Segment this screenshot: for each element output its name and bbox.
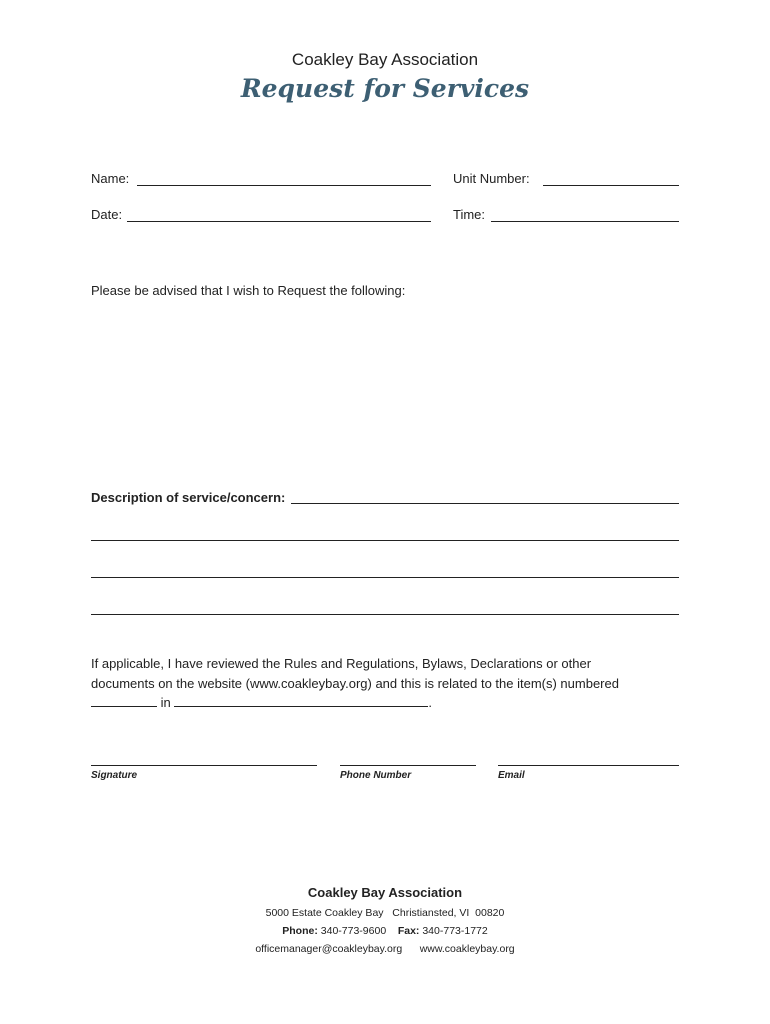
footer-address: 5000 Estate Coakley Bay Christiansted, VI 00820: [265, 907, 505, 919]
review-line-2: documents on the website (www.coakleybay.org) and this is related to the item(s) numbered: [91, 675, 619, 691]
review-paragraph: [91, 654, 691, 713]
footer-website-link[interactable]: www.coakleybay.org: [419, 943, 515, 955]
description-line-1[interactable]: [291, 503, 679, 504]
footer-links: [0, 943, 770, 955]
unit-number-field[interactable]: [543, 185, 679, 186]
fax-label: Fax:: [397, 925, 420, 937]
description-line-3[interactable]: [91, 577, 679, 578]
review-line-3: [91, 693, 691, 713]
request-area[interactable]: [91, 300, 679, 480]
review-in-text: in: [160, 695, 171, 710]
phone-number-field[interactable]: [340, 765, 476, 766]
phone-number: 340-773-9600: [320, 925, 387, 937]
request-intro: Please be advised that I wish to Request the following:: [91, 283, 406, 298]
review-end-text: .: [428, 695, 432, 710]
description-line-2[interactable]: [91, 540, 679, 541]
item-number-field[interactable]: [91, 694, 157, 707]
email-field[interactable]: [498, 765, 679, 766]
unit-number-label: Unit Number:: [453, 171, 530, 186]
item-reference-field[interactable]: [174, 694, 428, 707]
footer-contact: [0, 925, 770, 937]
footer-email-link[interactable]: officemanager@coakleybay.org: [255, 943, 403, 955]
description-line-4[interactable]: [91, 614, 679, 615]
fax-number: 340-773-1772: [422, 925, 488, 937]
phone-label: Phone:: [282, 925, 318, 937]
signature-field[interactable]: [91, 765, 317, 766]
name-field[interactable]: [137, 185, 431, 186]
signature-label: Signature: [91, 770, 138, 781]
organization-name: Coakley Bay Association: [291, 50, 479, 69]
time-field[interactable]: [491, 221, 679, 222]
page-title: Request for Services: [240, 74, 530, 103]
name-label: Name:: [91, 171, 130, 186]
footer-organization: Coakley Bay Association: [307, 885, 463, 900]
date-field[interactable]: [127, 221, 431, 222]
date-label: Date:: [91, 207, 123, 222]
time-label: Time:: [453, 207, 486, 222]
phone-number-label: Phone Number: [340, 770, 412, 781]
description-label: Description of service/concern:: [91, 490, 286, 505]
email-label: Email: [498, 770, 525, 781]
review-line-1: If applicable, I have reviewed the Rules and Regulations, Bylaws, Declarations or other: [91, 656, 592, 671]
